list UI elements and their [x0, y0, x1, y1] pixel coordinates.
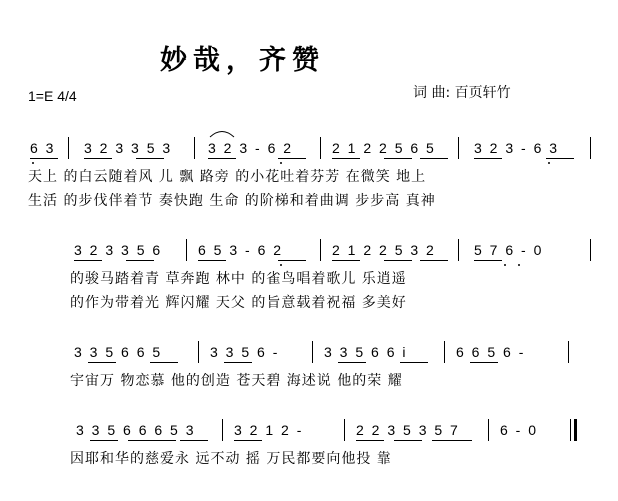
final-barline-thin	[570, 419, 571, 441]
beam	[420, 158, 448, 159]
beam	[180, 440, 208, 441]
barline	[320, 239, 321, 261]
lyric-line: 宇宙万 物恋慕 他的创造 苍天碧 海述说 他的荣 耀	[70, 373, 403, 389]
measure-notes: 3 2 3 - 6 3	[474, 140, 560, 156]
measure-notes: 3 3 5 6 6 i	[324, 344, 408, 360]
beam	[88, 362, 116, 363]
lyric-verse-2: 生活 的步伐伴着节 奏快跑 生命 的阶梯和着曲调 步步高 真神	[28, 193, 436, 209]
barline	[458, 239, 459, 261]
measure-notes: 6 5 3 - 6 2	[198, 242, 284, 258]
low-octave-dot	[280, 264, 282, 266]
beam	[278, 158, 306, 159]
barline	[198, 341, 199, 363]
measure-notes: 6 3	[30, 140, 56, 156]
beam	[90, 440, 118, 441]
barline	[344, 419, 345, 441]
beam	[356, 440, 384, 441]
beam	[384, 158, 412, 159]
barline	[68, 137, 69, 159]
measure-notes: 2 1 2 2 5 6 5	[332, 140, 436, 156]
beam	[400, 362, 428, 363]
barline	[194, 137, 195, 159]
beam	[198, 260, 226, 261]
tie-arc	[208, 128, 236, 138]
low-octave-dot	[548, 162, 550, 164]
beam	[234, 440, 262, 441]
barline	[320, 137, 321, 159]
barline	[312, 341, 313, 363]
barline	[568, 341, 569, 363]
barline	[590, 239, 591, 261]
final-barline-thick	[574, 419, 577, 441]
barline	[186, 239, 187, 261]
lyric-verse-1: 的骏马踏着青 草奔跑 林中 的雀鸟唱着歌儿 乐逍遥	[70, 271, 407, 287]
measure-notes: 3 3 5 6 -	[210, 344, 280, 360]
song-title: 妙哉，齐赞	[160, 45, 325, 76]
key-signature: 1=E 4/4	[28, 88, 77, 104]
beam	[338, 362, 366, 363]
beam	[420, 260, 448, 261]
beam	[126, 260, 154, 261]
low-octave-dot	[518, 264, 520, 266]
beam	[474, 158, 502, 159]
low-octave-dot	[280, 162, 282, 164]
beam	[150, 362, 178, 363]
beam	[432, 440, 472, 441]
beam	[30, 158, 58, 159]
beam	[74, 260, 102, 261]
measure-notes: 3 3 5 6 6 5	[74, 344, 163, 360]
beam	[208, 158, 236, 159]
measure-notes: 2 1 2 2 5 3 2	[332, 242, 436, 258]
lyric-verse-1: 天上 的白云随着风 儿 飘 路旁 的小花吐着芬芳 在微笑 地上	[28, 169, 427, 185]
beam	[394, 440, 422, 441]
beam	[278, 260, 306, 261]
beam	[546, 158, 574, 159]
measure-notes: 3 2 3 3 5 3	[84, 140, 173, 156]
measure-notes: 3 2 3 3 5 6	[74, 242, 163, 258]
credits: 词 曲: 百页轩竹	[413, 85, 511, 101]
beam	[224, 362, 252, 363]
beam	[136, 158, 164, 159]
measure-notes: 3 2 1 2 -	[234, 422, 304, 438]
measure-notes: 6 6 5 6 -	[456, 344, 526, 360]
measure-notes: 2 2 3 5 3 5 7	[356, 422, 460, 438]
barline	[488, 419, 489, 441]
beam	[84, 158, 112, 159]
measure-notes: 5 7 6 - 0	[474, 242, 544, 258]
barline	[444, 341, 445, 363]
lyric-verse-2: 的作为带着光 辉闪耀 天父 的旨意载着祝福 多美好	[70, 295, 407, 311]
beam	[470, 362, 498, 363]
barline	[458, 137, 459, 159]
beam	[384, 260, 412, 261]
beam	[332, 158, 360, 159]
measure-notes: 6 - 0	[500, 422, 539, 438]
barline	[590, 137, 591, 159]
beam	[332, 260, 360, 261]
beam	[474, 260, 502, 261]
low-octave-dot	[504, 264, 506, 266]
low-octave-dot	[32, 162, 34, 164]
beam	[128, 440, 176, 441]
lyric-line: 因耶和华的慈爱永 远不动 摇 万民都要向他投 靠	[70, 451, 392, 467]
barline	[222, 419, 223, 441]
measure-notes: 3 2 3 - 6 2	[208, 140, 294, 156]
measure-notes: 3 3 5 6 6 6 5 3	[76, 422, 196, 438]
